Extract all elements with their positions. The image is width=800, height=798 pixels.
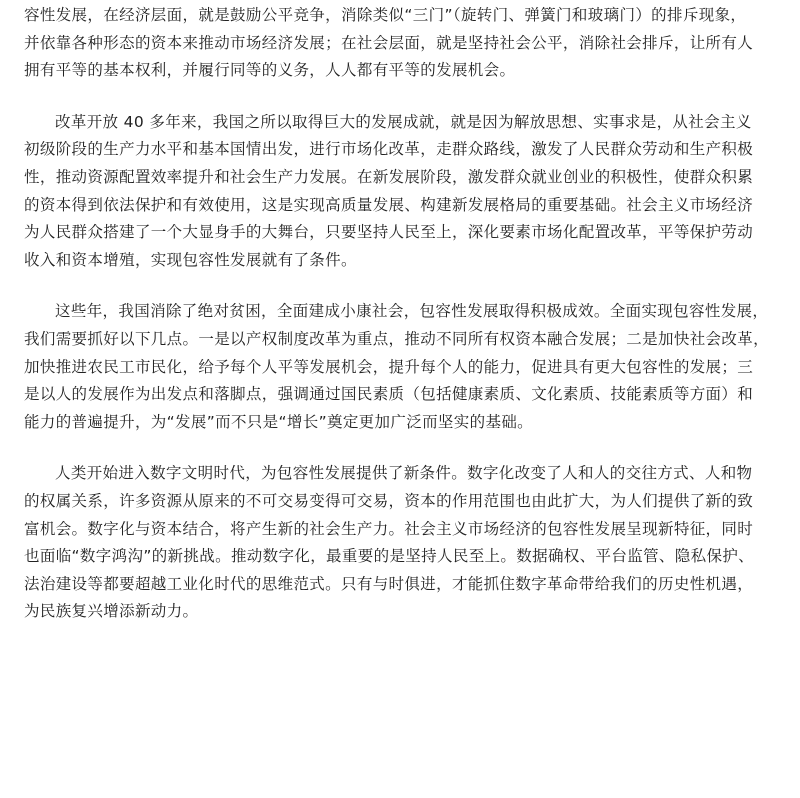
text-line: 这些年，我国消除了绝对贫困，全面建成小康社会，包容性发展取得积极成效。全面实现包容性发展， (55, 302, 769, 321)
text-line: 法治建设等都要超越工业化时代的思维范式。只有与时俱进，才能抓住数字革命带给我们的历史性机遇， (24, 574, 754, 593)
paragraph-continuation (24, 2, 780, 85)
text-line: 为人民群众搭建了一个大显身手的大舞台，只要坚持人民至上，深化要素市场化配置改革，平等保护劳动 (24, 223, 754, 242)
text-line: 改革开放 40 多年来，我国之所以取得巨大的发展成就，就是因为解放思想、实事求是，从社会主义 (55, 112, 752, 131)
text-line: 我们需要抓好以下几点。一是以产权制度改革为重点，推动不同所有权资本融合发展；二是加快社会改革， (24, 329, 769, 348)
article-body (24, 0, 780, 650)
text-line: 容性发展，在经济层面，就是鼓励公平竞争，消除类似“三门”（旋转门、弹簧门和玻璃门）的排斥现象， (24, 6, 747, 24)
text-line: 能力的普遍提升，为“发展”而不只是“增长”奠定更加广泛而坚实的基础。 (24, 412, 534, 431)
text-line: 收入和资本增殖，实现包容性发展就有了条件。 (24, 250, 357, 269)
text-line: 是以人的发展作为出发点和落脚点，强调通过国民素质（包括健康素质、文化素质、技能素质等方面）和 (24, 385, 754, 404)
text-line: 加快推进农民工市民化，给予每个人平等发展机会，提升每个人的能力，促进具有更大包容性的发展；三 (24, 357, 754, 376)
paragraph-inclusive-development (24, 298, 780, 436)
text-line: 的资本得到依法保护和有效使用，这是实现高质量发展、构建新发展格局的重要基础。社会主义市场经济 (24, 195, 754, 214)
text-line: 为民族复兴增添新动力。 (24, 602, 199, 621)
text-line: 拥有平等的基本权利，并履行同等的义务，人人都有平等的发展机会。 (24, 61, 516, 80)
text-line: 也面临“数字鸿沟”的新挑战。推动数字化，最重要的是坚持人民至上。数据确权、平台监管、隐私保护、 (24, 547, 755, 566)
paragraph-digital-civilization (24, 460, 780, 626)
text-line: 的权属关系，许多资源从原来的不可交易变得可交易，资本的作用范围也由此扩大，为人们提供了新的致 (24, 491, 754, 510)
text-line: 并依靠各种形态的资本来推动市场经济发展；在社会层面，就是坚持社会公平，消除社会排斥，让所有人 (24, 33, 754, 52)
text-line: 人类开始进入数字文明时代，为包容性发展提供了新条件。数字化改变了人和人的交往方式、人和物 (55, 464, 753, 483)
text-line: 性，推动资源配置效率提升和社会生产力发展。在新发展阶段，激发群众就业创业的积极性，使群众积累 (24, 167, 754, 186)
paragraph-reform-opening (24, 109, 780, 275)
text-line: 富机会。数字化与资本结合，将产生新的社会生产力。社会主义市场经济的包容性发展呈现新特征，同时 (24, 519, 754, 538)
text-line: 初级阶段的生产力水平和基本国情出发，进行市场化改革，走群众路线，激发了人民群众劳动和生产积极 (24, 140, 754, 159)
